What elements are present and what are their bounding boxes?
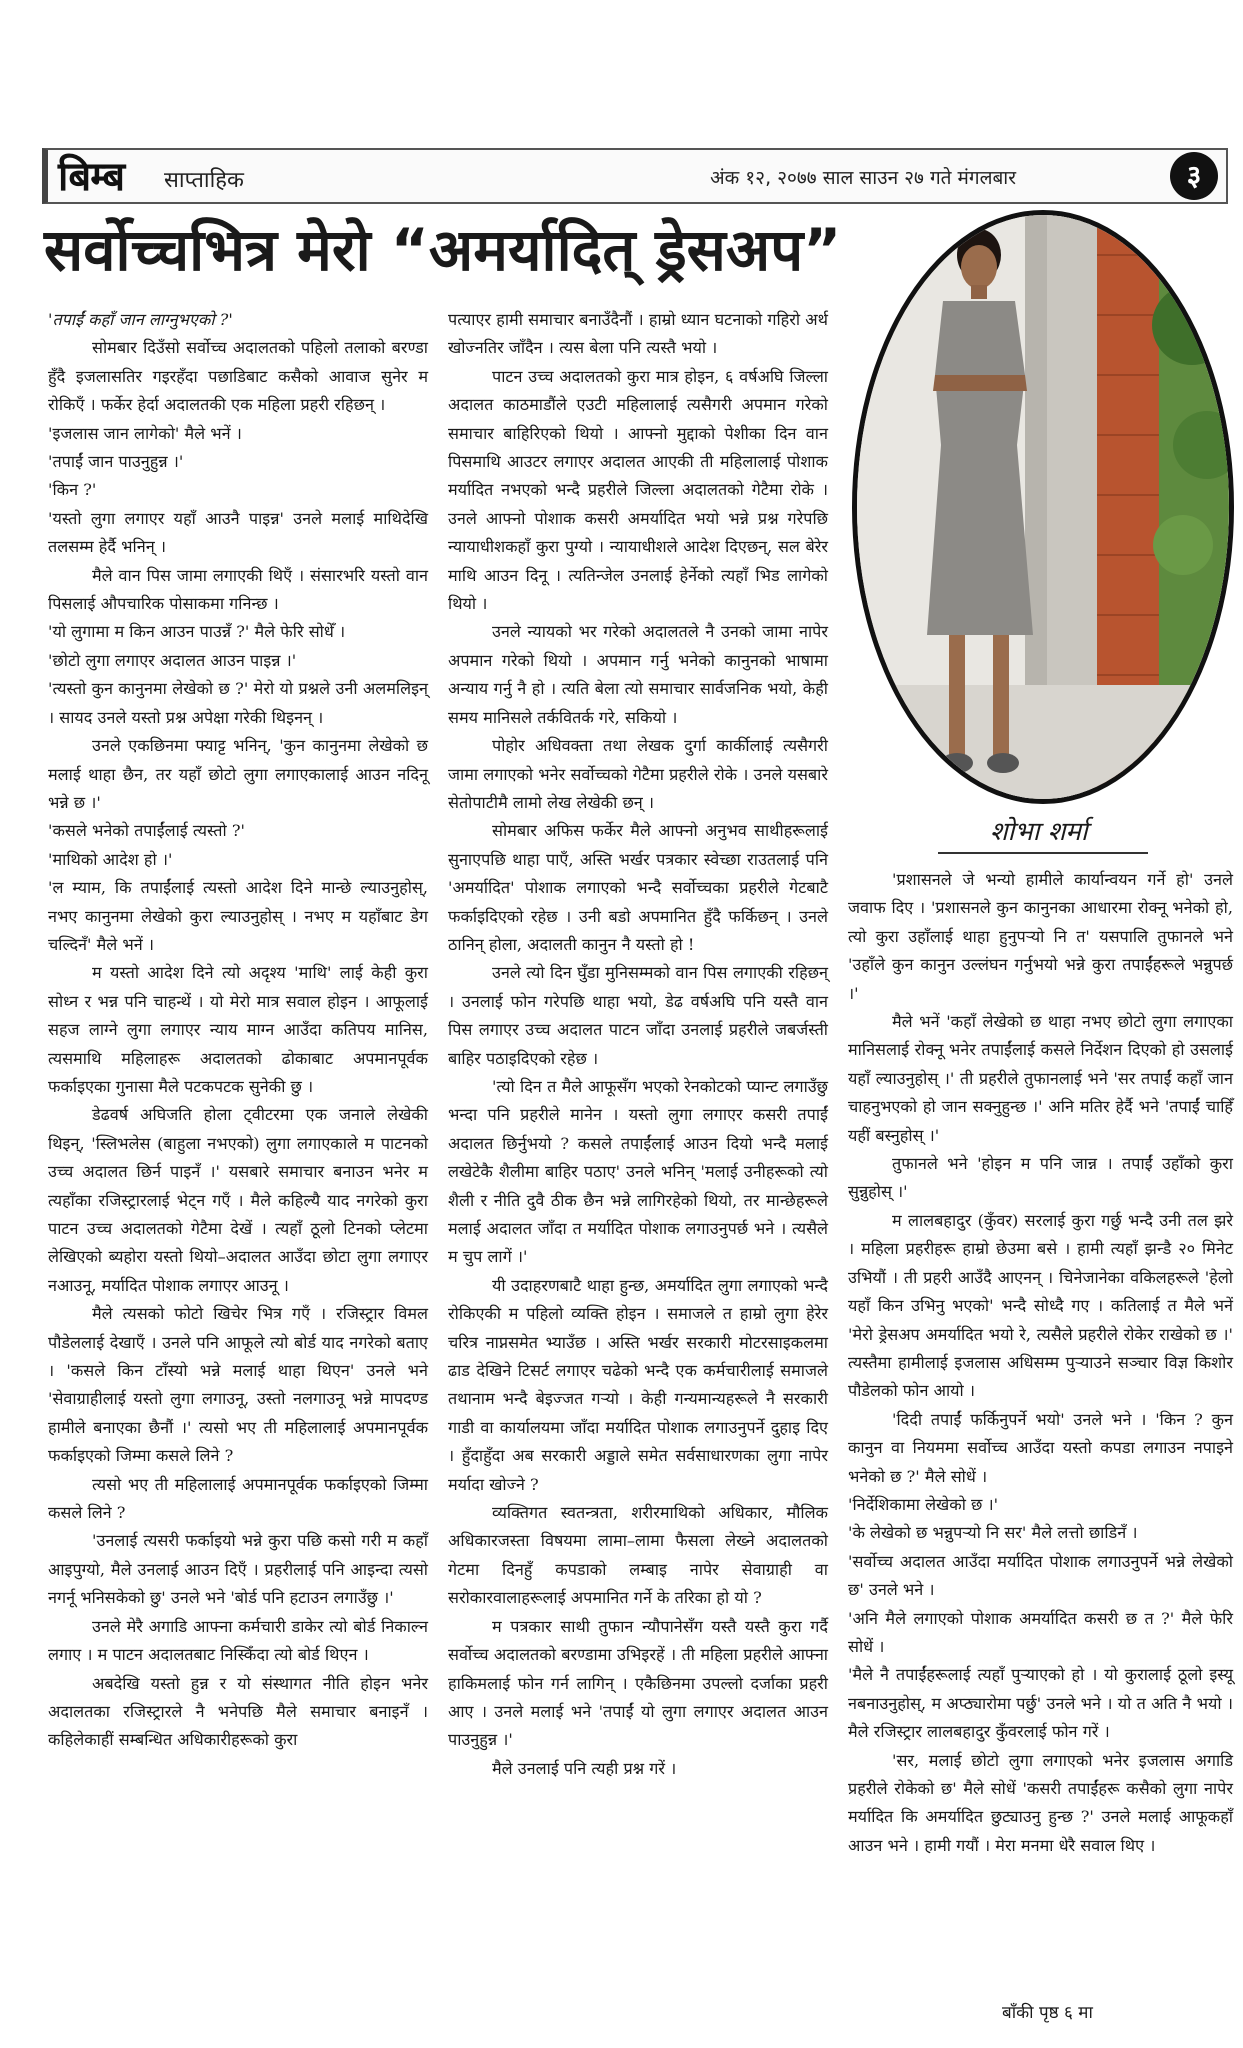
woman-portrait-icon bbox=[857, 215, 1229, 799]
paragraph: व्यक्तिगत स्वतन्त्रता, शरीरमाथिको अधिकार, मौलिक अधिकारजस्ता विषयमा लामा–लामा फैसला लेख्ने अदालतको गेटमा दिनहुँ कपडाको लम्बाइ नापेर सेवाग्राही वा सरोकारवालाहरूलाई अपमानित गर्ने के तरिका हो यो ? bbox=[448, 1503, 828, 1608]
newspaper-logo: बिम्ब bbox=[58, 154, 125, 200]
paragraph: 'किन ?' bbox=[48, 480, 97, 500]
author-photo bbox=[852, 210, 1234, 804]
paragraph: म यस्तो आदेश दिने त्यो अदृश्य 'माथि' लाई केही कुरा सोध्न र भन्न पनि चाहन्थें । यो मेरो मात्र सवाल होइन । आफूलाई सहज लाग्ने लुगा लगाएर न्याय माग्न आउँदा कतिपय मानिस, त्यसमाथि महिलाहरू अदालतको ढोकाबाट अपमानपूर्वक फर्काइएका गुनासा मैले पटकपटक सुनेकी छु । bbox=[48, 963, 428, 1096]
article-headline: सर्वोच्चभित्र मेरो “अमर्यादित् ड्रेसअप” bbox=[44, 216, 842, 284]
paragraph: 'मैले नै तपाईंहरूलाई त्यहाँ पुऱ्याएको हो । यो कुरालाई ठूलो इस्यू नबनाउनुहोस्, म अप्ठ्यारोमा पर्छु' उनले भने । यो त अति नै भयो । मैले रजिस्ट्रार लालबहादुर कुँवरलाई फोन गरें । bbox=[848, 1665, 1233, 1742]
paragraph: उनले मेरै अगाडि आफ्ना कर्मचारी डाकेर त्यो बोर्ड निकाल्न लगाए । म पाटन अदालतबाट निस्किँदा त्यो बोर्ड थिएन । bbox=[48, 1616, 428, 1665]
paragraph: उनले त्यो दिन घुँडा मुनिसम्मको वान पिस लगाएकी रहिछन् । उनलाई फोन गरेपछि थाहा भयो, डेढ वर्षअघि पनि यस्तै वान पिस लगाएर उच्च अदालत पाटन जाँदा उनलाई प्रहरीले जबर्जस्ती बाहिर पठाइदिएको रहेछ । bbox=[448, 963, 828, 1068]
paragraph: मैले उनलाई पनि त्यही प्रश्न गरें । bbox=[492, 1758, 677, 1778]
paragraph: मैले त्यसको फोटो खिचेर भित्र गएँ । रजिस्ट्रार विमल पौडेललाई देखाएँ । उनले पनि आफूले त्यो बोर्ड याद नगरेको बताए । 'कसले किन टाँस्यो भन्ने मलाई थाहा थिएन' उनले भने 'सेवाग्राहीलाई यस्तो लुगा लगाउनू, उस्तो नलगाउनू भन्ने मापदण्ड हामीले बनाएका छैनौं ।' त्यसो भए ती महिलालाई अपमानपूर्वक फर्काइएको जिम्मा कसले लिने ? bbox=[48, 1304, 428, 1466]
paragraph: 'त्यस्तो कुन कानुनमा लेखेको छ ?' मेरो यो प्रश्नले उनी अलमलिइन् । सायद उनले यस्तो प्रश्न अपेक्षा गरेकी थिइनन् । bbox=[48, 679, 428, 727]
paragraph: पाटन उच्च अदालतको कुरा मात्र होइन, ६ वर्षअघि जिल्ला अदालत काठमाडौंले एउटी महिलालाई त्यसैगरी अपमान गरेको समाचार बाहिरिएको थियो । आफ्नो मुद्दाको पेशीका दिन वान पिसमाथि आउटर लगाएर अदालत आएकी ती महिलालाई पोशाक मर्यादित नभएको भन्दै प्रहरीले जिल्ला अदालतको गेटैमा रोके । उनले आफ्नो पोशाक कसरी अमर्यादित भयो भन्ने प्रश्न गरेपछि न्यायाधीशकहाँ कुरा पुग्यो । न्यायाधीशले आदेश दिएछन्, सल बेरेर माथि आउन दिनू । त्यतिन्जेल उनलाई हेर्नेको त्यहाँ भिड लागेको थियो । bbox=[448, 366, 828, 614]
paragraph: मैले वान पिस जामा लगाएकी थिएँ । संसारभरि यस्तो वान पिसलाई औपचारिक पोसाकमा गनिन्छ । bbox=[48, 565, 428, 614]
paragraph: सोमबार अफिस फर्केर मैले आफ्नो अनुभव साथीहरूलाई सुनाएपछि थाहा पाएँ, अस्ति भर्खर पत्रकार स्वेच्छा राउतलाई पनि 'अमर्यादित' पोशाक लगाएको भन्दै सर्वोच्चका प्रहरीले गेटबाटै फर्काइदिएको रहेछ । उनी बडो अपमानित हुँदै फर्किछन् । उनले ठानिन् होला, अदालती कानुन नै यस्तो हो ! bbox=[448, 821, 828, 954]
paragraph: 'उनलाई त्यसरी फर्काइयो भन्ने कुरा पछि कसो गरी म कहाँ आइपुग्यो, मैले उनलाई आउन दिएँ । प्रहरीलाई पनि आइन्दा त्यसो नगर्नू भनिसकेको छु' उनले भने 'बोर्ड पनि हटाउन लगाउँछु ।' bbox=[48, 1531, 428, 1608]
paragraph: 'यस्तो लुगा लगाएर यहाँ आउनै पाइन्न' उनले मलाई माथिदेखि तलसम्म हेर्दै भनिन् । bbox=[48, 508, 428, 557]
paragraph: पत्याएर हामी समाचार बनाउँदैनौं । हाम्रो ध्यान घटनाको गहिरो अर्थ खोज्नतिर जाँदैन । त्यस बेला पनि त्यस्तै भयो । bbox=[448, 310, 828, 358]
paragraph: 'इजलास जान लागेको' मैले भनें । bbox=[48, 423, 242, 443]
paragraph: 'यो लुगामा म किन आउन पाउन्नँ ?' मैले फेरि सोधेँ । bbox=[48, 622, 346, 642]
paragraph: 'सर्वोच्च अदालत आउँदा मर्यादित पोशाक लगाउनुपर्ने भन्ने लेखेको छ' उनले भने । bbox=[848, 1551, 1233, 1600]
article-column-1 bbox=[48, 306, 428, 1755]
paragraph: 'त्यो दिन त मैले आफूसँग भएको रेनकोटको प्यान्ट लगाउँछु भन्दा पनि प्रहरीले मानेन । यस्तो लुगा लगाएर कसरी तपाईं अदालत छिर्नुभयो ? कसले तपाईंलाई आउन दियो भन्दै मलाई लखेटेकै शैलीमा बाहिर पठाए' उनले भनिन् 'मलाई उनीहरूको त्यो शैली र नीति दुवै ठीक छैन भन्ने लागिरहेको थियो, तर मान्छेहरूले मलाई अदालत जाँदा त मर्यादित पोशाक लगाउनुपर्छ भने । त्यसैले म चुप लागें ।' bbox=[448, 1076, 828, 1267]
paragraph: उनले न्यायको भर गरेको अदालतले नै उनको जामा नापेर अपमान गरेको थियो । अपमान गर्नु भनेको कानुनको भाषामा अन्याय गर्नु नै हो । त्यति बेला त्यो समाचार सार्वजनिक भयो, केही समय मानिसले तर्कवितर्क गरे, सकियो । bbox=[448, 622, 828, 727]
paragraph: यी उदाहरणबाटै थाहा हुन्छ, अमर्यादित लुगा लगाएको भन्दै रोकिएकी म पहिलो व्यक्ति होइन । समाजले त हाम्रो लुगा हेरेर चरित्र नाप्नसमेत भ्याउँछ । अस्ति भर्खर सरकारी मोटरसाइकलमा ढाड देखिने टिसर्ट लगाएर चढेको भन्दै एक कर्मचारीलाई समाजले तथानाम भन्दै बेइज्जत गऱ्यो । केही गन्यमान्यहरूले नै सरकारी गाडी वा कार्यालयमा जाँदा मर्यादित पोशाक लगाउनुपर्ने दुहाइ दिए । हुँदाहुँदा अब सरकारी अड्डाले समेत सर्वसाधारणका लुगा नापेर मर्यादा खोज्ने ? bbox=[448, 1275, 828, 1494]
issue-dateline: अंक १२, २०७७ साल साउन २७ गते मंगलबार bbox=[710, 167, 1016, 189]
paragraph: तुफानले भने 'होइन म पनि जान्न । तपाईं उहाँको कुरा सुन्नुहोस् ।' bbox=[848, 1154, 1233, 1202]
article-column-2 bbox=[448, 306, 828, 1783]
paragraph: 'प्रशासनले जे भन्यो हामीले कार्यान्वयन गर्ने हो' उनले जवाफ दिए । 'प्रशासनले कुन कानुनका आधारमा रोक्नू भनेको हो, त्यो कुरा उहाँलाई थाहा हुनुपर्‍यो नि त' यसपालि तुफानले भने 'उहाँले कुन कानुन उल्लंघन गर्नुभयो भन्ने कुरा तपाईंहरूले भन्नुपर्छ ।' bbox=[848, 870, 1233, 1003]
paragraph: 'माथिको आदेश हो ।' bbox=[48, 849, 173, 869]
photo-caption: शोभा शर्मा bbox=[990, 817, 1088, 847]
paragraph: डेढवर्ष अघिजति होला ट्वीटरमा एक जनाले लेखेकी थिइन्, 'स्लिभलेस (बाहुला नभएको) लुगा लगाएकाले म पाटनको उच्च अदालत छिर्न पाइनँ ।' यसबारे समाचार बनाउन भनेर म त्यहाँका रजिस्ट्रारलाई भेट्न गएँ । मैले कहिल्यै याद नगरेको कुरा पाटन उच्च अदालतको गेटैमा देखें । त्यहाँ ठूलो टिनको प्लेटमा लेखिएको ब्यहोरा यस्तो थियो–अदालत आउँदा छोटा लुगा लगाएर नआउनू, मर्यादित पोशाक लगाएर आउनू । bbox=[48, 1105, 428, 1295]
paragraph: मैले भनें 'कहाँ लेखेको छ थाहा नभए छोटो लुगा लगाएका मानिसलाई रोक्नू भनेर तपाईंलाई कसले निर्देशन दिएको हो उसलाई यहाँ ल्याउनुहोस् ।' ती प्रहरीले तुफानलाई भने 'सर तपाईं कहाँ जान चाहनुभएको हो जान सक्नुहुन्छ ।' अनि मतिर हेर्दै भने 'तपाईं चाहिँ यहीं बस्नुहोस् ।' bbox=[848, 1012, 1233, 1145]
paragraph: पोहोर अधिवक्ता तथा लेखक दुर्गा कार्कीलाई त्यसैगरी जामा लगाएको भनेर सर्वोच्चको गेटैमा प्रहरीले रोके । उनले यसबारे सेतोपाटीमै लामो लेख लेखेकी छन् । bbox=[448, 736, 828, 812]
paragraph: 'दिदी तपाईं फर्किनुपर्ने भयो' उनले भने । 'किन ? कुन कानुन वा नियममा सर्वोच्च आउँदा यस्तो कपडा लगाउन नपाइने भनेको छ ?' मैले सोधें । bbox=[848, 1409, 1233, 1486]
continued-note: बाँकी पृष्ठ ६ मा bbox=[1002, 2003, 1093, 2023]
paragraph: 'छोटो लुगा लगाएर अदालत आउन पाइन्न ।' bbox=[48, 650, 297, 670]
paragraph: 'ल म्याम, कि तपाईंलाई त्यस्तो आदेश दिने मान्छे ल्याउनुहोस्, नभए कानुनमा लेखेको कुरा ल्याउनुहोस् । नभए म यहाँबाट डेग चल्दिनँ' मैले भनें । bbox=[48, 878, 428, 954]
caption-underline bbox=[938, 852, 1148, 854]
page-number-badge: ३ bbox=[1170, 152, 1218, 200]
article-column-3 bbox=[848, 866, 1233, 1860]
paragraph: म पत्रकार साथी तुफान न्यौपानेसँग यस्तै यस्तै कुरा गर्दै सर्वोच्च अदालतको बरण्डामा उभिइरहें । ती महिला प्रहरीले आफ्ना हाकिमलाई फोन गर्न लागिन् । एकैछिनमा उपल्लो दर्जाका प्रहरी आए । उनले मलाई भने 'तपाईं यो लुगा लगाएर अदालत आउन पाउनुहुन्न ।' bbox=[448, 1616, 828, 1750]
paragraph: 'तपाईं जान पाउनुहुन्न ।' bbox=[48, 452, 184, 472]
paragraph: 'के लेखेको छ भन्नुपर्‍यो नि सर' मैले लत्तो छाडिनँ । bbox=[848, 1523, 1138, 1543]
paragraph: 'सर, मलाई छोटो लुगा लगाएको भनेर इजलास अगाडि प्रहरीले रोकेको छ' मैले सोधें 'कसरी तपाईंहरू कसैको लुगा नापेर मर्यादित कि अमर्यादित छुट्याउनु हुन्छ ?' उनले मलाई आफूकहाँ आउन भने । हामी गयौं । मेरा मनमा धेरै सवाल थिए । bbox=[848, 1750, 1233, 1855]
paragraph: म लालबहादुर (कुँवर) सरलाई कुरा गर्छु भन्दै उनी तल झरे । महिला प्रहरीहरू हाम्रो छेउमा बसे । हामी त्यहाँ झन्डै २० मिनेट उभियौं । ती प्रहरी आउँदै आएनन् । चिनेजानेका वकिलहरूले 'हेलो यहाँ किन उभिनु भएको' भन्दै सोध्दै गए । कतिलाई त मैले भनें 'मेरो ड्रेसअप अमर्यादित भयो रे, त्यसैले प्रहरीले रोकेर राखेको छ ।' त्यस्तैमा हामीलाई इजलास अधिसम्म पुऱ्याउने सञ्चार विज्ञ किशोर पौडेलको फोन आयो । bbox=[848, 1210, 1233, 1401]
paragraph: सोमबार दिउँसो सर्वोच्च अदालतको पहिलो तलाको बरण्डा हुँदै इजलासतिर गइरहँदा पछाडिबाट कसैको आवाज सुनेर म रोकिएँ । फर्केर हेर्दा अदालतकी एक महिला प्रहरी रहिछन् । bbox=[48, 338, 428, 415]
masthead bbox=[42, 148, 1228, 204]
paragraph: 'तपाईं कहाँ जान लाग्नुभएको ?' bbox=[48, 310, 233, 329]
paragraph: उनले एकछिनमा फ्याट्ट भनिन्, 'कुन कानुनमा लेखेको छ मलाई थाहा छैन, तर यहाँ छोटो लुगा लगाएकालाई आउन नदिनू भन्ने छ ।' bbox=[48, 736, 428, 812]
newspaper-type: साप्ताहिक bbox=[164, 168, 244, 193]
paragraph: 'अनि मैले लगाएको पोशाक अमर्यादित कसरी छ त ?' मैले फेरि सोधें । bbox=[848, 1608, 1233, 1656]
paragraph: त्यसो भए ती महिलालाई अपमानपूर्वक फर्काइएको जिम्मा कसले लिने ? bbox=[48, 1474, 428, 1523]
paragraph: अबदेखि यस्तो हुन्न र यो संस्थागत नीति होइन भनेर अदालतका रजिस्ट्रारले नै भनेपछि मैले समाचार बनाइनँ । कहिलेकाहीं सम्बन्धित अधिकारीहरूको कुरा bbox=[48, 1673, 428, 1750]
paragraph: 'कसले भनेको तपाईंलाई त्यस्तो ?' bbox=[48, 821, 245, 841]
paragraph: 'निर्देशिकामा लेखेको छ ।' bbox=[848, 1494, 999, 1514]
